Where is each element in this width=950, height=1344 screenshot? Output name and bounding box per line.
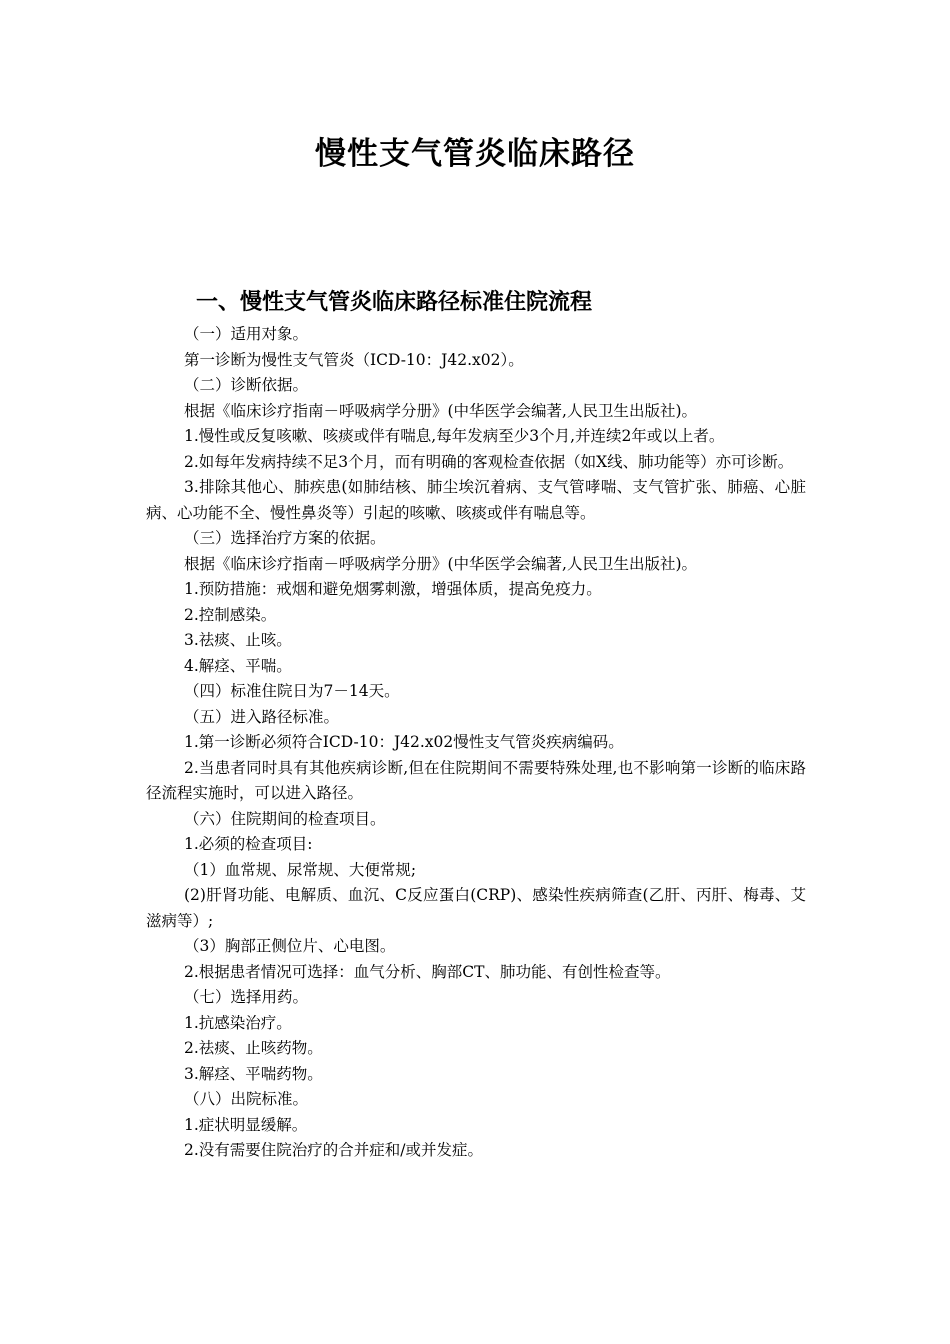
paragraph: 2.当患者同时具有其他疾病诊断,但在住院期间不需要特殊处理,也不影响第一诊断的临床路径流程实施时，可以进入路径。 xyxy=(146,758,806,802)
paragraph: 1.必须的检查项目: xyxy=(184,835,313,853)
paragraph: 1.第一诊断必须符合ICD-10：J42.x02慢性支气管炎疾病编码。 xyxy=(184,733,624,751)
paragraph: （3）胸部正侧位片、心电图。 xyxy=(184,937,396,955)
paragraph: 2.没有需要住院治疗的合并症和/或并发症。 xyxy=(184,1141,484,1159)
paragraph: 2.控制感染。 xyxy=(184,605,277,624)
paragraph: (2)肝肾功能、电解质、血沉、C反应蛋白(CRP)、感染性疾病筛查(乙肝、丙肝、梅毒、艾滋病等）; xyxy=(146,886,806,930)
paragraph: 3.祛痰、止咳。 xyxy=(184,631,292,649)
paragraph: 根据《临床诊疗指南－呼吸病学分册》(中华医学会编著,人民卫生出版社)。 xyxy=(184,401,698,420)
document-body xyxy=(146,322,806,1164)
paragraph: （一）适用对象。 xyxy=(184,325,309,343)
paragraph: （二）诊断依据。 xyxy=(184,376,309,394)
paragraph: 3.排除其他心、肺疾患(如肺结核、肺尘埃沉着病、支气管哮喘、支气管扩张、肺癌、心脏病、心功能不全、慢性鼻炎等）引起的咳嗽、咳痰或伴有喘息等。 xyxy=(146,478,806,522)
paragraph: （八）出院标准。 xyxy=(184,1090,309,1108)
paragraph: （三）选择治疗方案的依据。 xyxy=(184,529,386,547)
paragraph: （七）选择用药。 xyxy=(184,988,309,1006)
document-title: 慢性支气管炎临床路径 xyxy=(315,136,635,172)
paragraph: 3.解痉、平喘药物。 xyxy=(184,1064,323,1083)
paragraph: （五）进入路径标准。 xyxy=(184,707,340,726)
section-heading: 一、慢性支气管炎临床路径标准住院流程 xyxy=(196,290,593,315)
paragraph: 1.症状明显缓解。 xyxy=(184,1115,308,1134)
paragraph: 1.慢性或反复咳嗽、咳痰或伴有喘息,每年发病至少3个月,并连续2年或以上者。 xyxy=(184,427,725,445)
paragraph: （四）标准住院日为7－14天。 xyxy=(184,682,400,700)
paragraph: （1）血常规、尿常规、大便常规; xyxy=(184,860,417,879)
paragraph: 4.解痉、平喘。 xyxy=(184,656,292,675)
paragraph: 2.如每年发病持续不足3个月，而有明确的客观检查依据（如X线、肺功能等）亦可诊断。 xyxy=(184,452,794,471)
paragraph: 2.祛痰、止咳药物。 xyxy=(184,1039,323,1057)
paragraph: 第一诊断为慢性支气管炎（ICD-10：J42.x02）。 xyxy=(184,350,524,369)
paragraph: 2.根据患者情况可选择：血气分析、胸部CT、肺功能、有创性检查等。 xyxy=(184,962,671,981)
paragraph: （六）住院期间的检查项目。 xyxy=(184,809,386,828)
paragraph: 根据《临床诊疗指南－呼吸病学分册》(中华医学会编著,人民卫生出版社)。 xyxy=(184,554,698,573)
paragraph: 1.预防措施：戒烟和避免烟雾刺激，增强体质，提高免疫力。 xyxy=(184,580,602,598)
paragraph: 1.抗感染治疗。 xyxy=(184,1013,292,1032)
